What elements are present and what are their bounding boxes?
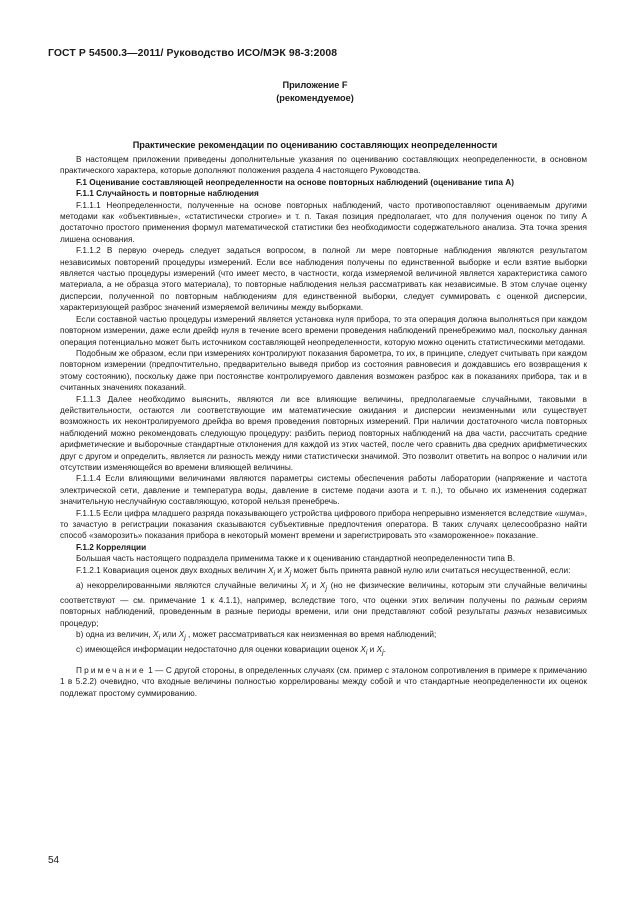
note-label: Примечание xyxy=(76,666,146,676)
item-a-text: независимых процедур; xyxy=(60,607,588,628)
var-xi: X xyxy=(267,565,274,575)
paragraph-f113: F.1.1.3 Далее необходимо выяснить, являются ли все влияющие величины, предполагаемые случайными, таковыми в действительности, остаются ли соответствующие им математические ожидания и дисперсии неизменными или существует возможность их неконтролируемого дрейфа во время проведения повторных измерений. При наличии достаточного числа повторных наблюдений можно рекомендовать следующую процедуру: разбить период повторных наблюдений на два части, рассчитать средние арифметические и выборочные стандартные отклонения для каждой из этих частей, после чего сравнить два средних арифметических друг с другом и определить, является ли разность между ними статистически значимой. Это позволит ответить на вопрос о наличии или отсутствии изменяющейся во времени влияющей величины. xyxy=(60,394,587,472)
f121-text-start: F.1.2.1 Ковариация оценок двух входных величин xyxy=(76,565,268,575)
annex-status: (рекомендуемое) xyxy=(276,93,354,103)
page-number: 54 xyxy=(48,855,60,866)
var-xj: X xyxy=(284,565,290,575)
var-sub-j: j xyxy=(289,570,292,578)
document-header: ГОСТ Р 54500.3—2011/ Руководство ИСО/МЭК 98-3:2008 xyxy=(48,48,338,59)
paragraph-f12: Большая часть настоящего подраздела применима также и к оцениванию стандартной неопределенности типа В. xyxy=(76,554,516,564)
conj-and: и xyxy=(275,565,285,575)
f121-text-end: может быть принята равной нулю или считаться несущественной, если: xyxy=(291,565,571,575)
list-item-a xyxy=(60,580,587,629)
list-item-c xyxy=(60,644,587,659)
item-c-text: . xyxy=(383,644,386,654)
item-b-text: b) одна из величин, xyxy=(76,629,154,639)
item-a-emphasis: разных xyxy=(504,607,532,617)
paragraph-f112: F.1.1.2 В первую очередь следует задаться вопросом, в полной ли мере повторные наблюдения являются результатом независимых повторений процедуры измерений. Если все наблюдения получены по единственной выборке и если взятие выборки является частью процедуры измерений (что имеет место, в частности, когда измеряемой величиной является характеристика самого материала, а не образца этого материала), то повторные наблюдения нельзя рассматривать как независимые. В этом случае оценку дисперсии, полученной по повторным наблюдениям для единственной выборки, следует суммировать с оценкой дисперсии, характеризующей разброс значений измеряемой величины между выборками. xyxy=(60,246,587,313)
paragraph-f115: F.1.1.5 Если цифра младшего разряда показывающего устройства цифрового прибора непрерывно изменяется вследствие «шума», то зачастую в регистрации показания сказываются субъективные предпочтения оператора. В таких случаях целесообразно найти способ «заморозить» показания прибора в некоторый момент времени и зарегистрировать это «замороженное» показание. xyxy=(60,508,587,541)
intro-paragraph: В настоящем приложении приведены дополнительные указания по оцениванию составляющих неопределенности, в основном практического характера, которые дополняют положения раздела 4 настоящего Руководства. xyxy=(60,155,587,176)
paragraph-f114: F.1.1.4 Если влияющими величинами являются параметры системы обеспечения работы лаборатории (напряжение и частота электрической сети, давление и температура воды, давление в системе подачи азота и т. п.), то обычно их изменения содержат значительную неслучайную составляющую, которой нельзя пренебречь. xyxy=(60,474,587,507)
var-xj: X xyxy=(319,580,326,590)
var-xj: X xyxy=(376,644,383,654)
var-sub-i: i xyxy=(158,634,161,642)
item-a-text: сериям повторных наблюдений, проведенным в разные периоды времени, или они представляют собой результаты xyxy=(60,595,588,617)
item-b-text: , может рассматриваться как неизменная во время наблюдений; xyxy=(185,629,437,639)
body-text xyxy=(60,154,587,699)
item-c-text: c) имеющейся информации недостаточно для оценки ковариации оценок xyxy=(76,644,361,654)
paragraph-f121 xyxy=(60,565,587,580)
section-f12-heading: F.1.2 Корреляции xyxy=(76,542,147,552)
section-f1-heading: F.1 Оценивание составляющей неопределенности на основе повторных наблюдений (оценивание типа А) xyxy=(76,177,514,187)
var-xi: X xyxy=(300,580,307,590)
paragraph-f112b: Если составной частью процедуры измерений является установка нуля прибора, то эта операция должна выполняться при каждом повторном измерении, даже если дрейф нуля в течение всего времени проведения наблюдений пренебрежимо мал, поскольку данная операция потенциально может быть источником составляющей неопределенности, которую можно оценить статистическими методами. xyxy=(60,314,587,347)
note-1 xyxy=(60,665,587,699)
main-title: Практические рекомендации по оцениванию составляющих неопределенности xyxy=(132,140,498,150)
var-sub-j: j xyxy=(325,585,327,593)
var-sub-j: j xyxy=(382,649,384,657)
var-xj: X xyxy=(178,629,185,639)
item-a-emphasis: разным xyxy=(525,595,555,605)
var-sub-i: i xyxy=(365,649,368,657)
paragraph-f111: F.1.1.1 Неопределенности, полученные на основе повторных наблюдений, часто противопоставляют оцениваемым другими методами как «объективные», «статистически строгие» и т. п. Такая позиция предполагает, что для получения оценок по типу А достаточно простого применения формул математической статистики без необходимости содержательного анализа. Эта точка зрения лишена основания. xyxy=(60,200,587,244)
conj-and: и xyxy=(367,644,377,654)
var-sub-j: j xyxy=(184,634,186,642)
var-sub-i: i xyxy=(306,585,308,593)
annex-title: Приложение F xyxy=(282,80,348,90)
item-a-text: (но не физические величины, которым эти случайные величины соответствуют — см. примечание 1 к 4.1.1), например, вследствие того, что оценки этих величин получены по xyxy=(60,580,587,605)
note-text: 1 — С другой стороны, в определенных случаях (см. пример с эталоном сопротивления в примере к примечанию 1 в 5.2.2) очевидно, что входные величины полностью коррелированы между собой и что стандартные неопределенности их оценок подлежат простому суммированию. xyxy=(60,666,587,698)
section-f11-heading: F.1.1 Случайность и повторные наблюдения xyxy=(76,189,259,199)
list-item-b xyxy=(60,629,587,644)
var-xi: X xyxy=(360,644,366,654)
conj-and: и xyxy=(307,580,320,590)
item-b-text: или xyxy=(160,629,179,639)
item-a-text: а) некоррелированными являются случайные величины xyxy=(76,580,301,590)
paragraph-f112c: Подобным же образом, если при измерениях контролируют показания барометра, то их, в принципе, следует считывать при каждом повторном измерении (предпочтительно, предварительно выведя прибор из состояния равновесия и дождавшись его возвращения к этому состоянию), поскольку даже при постоянстве контролируемого давления возможен разброс как в показаниях прибора, так и в считанных значениях показаний. xyxy=(60,348,587,393)
var-xi: X xyxy=(153,629,159,639)
var-sub-i: i xyxy=(273,570,275,578)
